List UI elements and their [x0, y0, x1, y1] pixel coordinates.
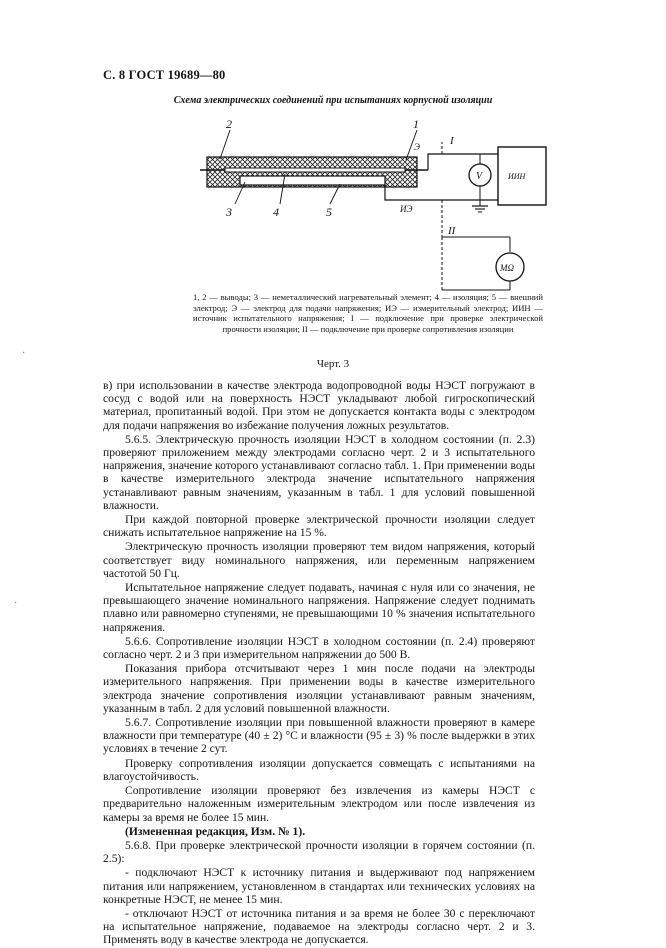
label-roman-2: II — [448, 225, 456, 237]
label-roman-1: I — [450, 135, 454, 147]
outer-electrode — [240, 176, 385, 185]
paragraph: - отключают НЭСТ от источника питания и за время не более 30 с переключают на испытательное напряжение, подаваемое на электроды согласно черт. 2 и 3. Применять воду в качестве электрода не допускается. — [103, 906, 535, 947]
heating-element — [225, 168, 405, 172]
label-source: ИИН — [508, 172, 526, 181]
label-5: 5 — [326, 205, 332, 219]
paragraph: в) при использовании в качестве электрода водопроводной воды НЭСТ погружают в сосуд с водой или на поверхность НЭСТ укладывают любой гигроскопический материал, пропитанный водой. При этом не допускается контакта воды с электродом для подачи напряжения во избежание получения ложных результатов. — [103, 379, 535, 432]
body-text — [103, 379, 535, 948]
paragraph: - подключают НЭСТ к источнику питания и выдерживают под напряжением питания или напряжением, установленном в стандартах или технических условиях на конкретные НЭСТ, не менее 15 мин. — [103, 866, 535, 906]
paragraph: 5.6.5. Электрическую прочность изоляции НЭСТ в холодном состоянии (п. 2.3) проверяют приложением между электродами согласно черт. 2 и 3 испытательного напряжения, значение которого устанавливают согласно табл. 1. При применении воды в качестве измерительного электрода значение испытательного напряжения устанавливают равным значениям, указанным в табл. 1 для условий повышенной влажности. — [103, 432, 535, 512]
paragraph: Испытательное напряжение следует подавать, начиная с нуля или со значения, не превышающего значение номинального напряжения. Напряжение следует поднимать плавно или равномерно ступенями, не превышающими 10 % значения испытательного напряжения. — [103, 581, 535, 634]
label-3: 3 — [226, 205, 232, 219]
page-header: С. 8 ГОСТ 19689—80 — [103, 68, 226, 82]
figure-legend: 1, 2 — выводы; 3 — неметаллический нагревательный элемент; 4 — изоляция; 5 — внешний электрод; Э — электрод для подачи напряжения; ИЭ — измерительный электрод; ИИН — источник испытательного напряжения; I — подключение при проверке электрической прочности изоляции; II — подключение при проверке сопротивления изоляции — [193, 292, 543, 334]
label-4: 4 — [273, 205, 279, 219]
paragraph: 5.6.6. Сопротивление изоляции НЭСТ в холодном состоянии (п. 2.4) проверяют согласно черт. 2 и 3 при измерительном напряжении до 500 В. — [103, 634, 535, 662]
label-1: 1 — [413, 117, 419, 131]
wiring-diagram — [180, 112, 560, 292]
paragraph: 5.6.7. Сопротивление изоляции при повышенной влажности проверяют в камере влажности при температуре (40 ± 2) °С и влажности (95 ± 3) % после выдержки в этих условиях в течение 2 сут. — [103, 716, 535, 756]
paragraph: (Измененная редакция, Изм. № 1). — [125, 824, 306, 838]
label-measuring-electrode: ИЭ — [400, 204, 413, 214]
figure-caption: Черт. 3 — [316, 358, 350, 370]
label-2: 2 — [226, 117, 232, 131]
paragraph: 5.6.8. При проверке электрической прочности изоляции в горячем состоянии (п. 2.5): — [103, 838, 535, 866]
scan-speck: · — [22, 348, 26, 359]
label-electrode: Э — [414, 142, 420, 152]
label-voltmeter: V — [476, 171, 483, 182]
paragraph: Электрическую прочность изоляции проверяют тем видом напряжения, который соответствует виду номинального напряжения, или переменным напряжением частотой 50 Гц. — [103, 540, 535, 580]
figure-title: Схема электрических соединений при испытаниях корпусной изоляции — [173, 95, 493, 106]
paragraph: Сопротивление изоляции проверяют без извлечения из камеры НЭСТ с предварительно наложенным измерительным электродом или после извлечения из камеры за время не более 15 мин. — [103, 784, 535, 824]
paragraph: Проверку сопротивления изоляции допускается совмещать с испытаниями на влагоустойчивость. — [103, 756, 535, 783]
paragraph: Показания прибора отсчитывают через 1 мин после подачи на электроды измерительного напряжения. При применении воды в качестве измерительного электрода значение сопротивления изоляции устанавливают равным значениям, указанным в табл. 2 для условий повышенной влажности. — [103, 662, 535, 715]
scan-speck: · — [14, 598, 18, 609]
label-megohmmeter: MΩ — [500, 263, 515, 273]
paragraph: При каждой повторной проверке электрической прочности изоляции следует снижать испытательное напряжение на 15 %. — [103, 513, 535, 540]
